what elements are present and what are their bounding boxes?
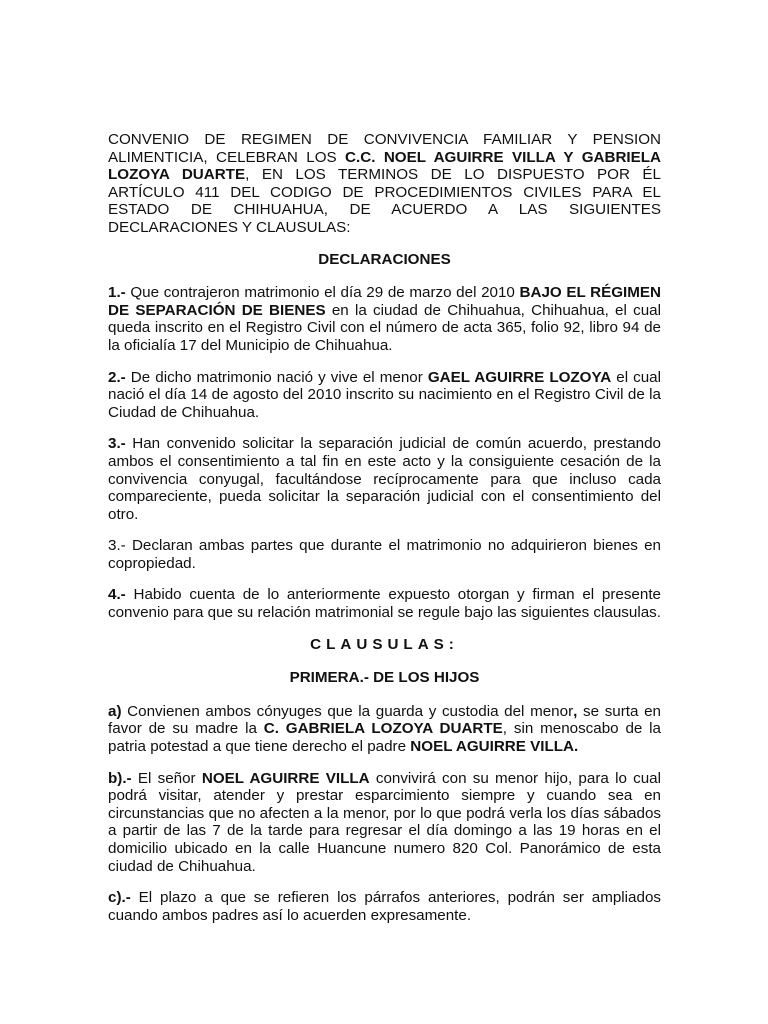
declaration-2 [108, 369, 661, 422]
declaration-1-bold: BAJO EL RÉGIMEN DE SEPARACIÓN DE BIENES [108, 284, 661, 319]
declaration-2-text-1: De dicho matrimonio nació y vive el menor [125, 368, 428, 386]
declaration-3b [108, 537, 661, 572]
clause-c-text: El plazo a que se refieren los párrafos anteriores, podrán ser ampliados cuando ambos padres así lo acuerden expresamente. [108, 889, 661, 924]
declaration-3 [108, 435, 661, 523]
clause-b [108, 770, 661, 876]
clause-a-bold-mother: C. GABRIELA LOZOYA DUARTE [263, 720, 503, 738]
clause-a-bold-father: NOEL AGUIRRE VILLA. [410, 738, 579, 756]
declaration-4-text: Habido cuenta de lo anteriormente expuesto otorgan y firman el presente convenio para que su relación matrimonial se regule bajo las siguientes clausulas. [108, 586, 661, 622]
declaration-4-number: 4.- [108, 586, 126, 604]
declaraciones-heading: DECLARACIONES [318, 250, 451, 268]
clause-a-text-2: se surta en favor de su madre la [108, 702, 661, 738]
clause-a-text-1: Convienen ambos cónyuges que la guarda y custodia del menor [121, 702, 574, 720]
primera-heading: PRIMERA.- DE LOS HIJOS [289, 669, 480, 687]
declaration-1-number: 1.- [108, 284, 126, 302]
clause-b-label: b).- [108, 769, 132, 787]
clause-a [108, 703, 661, 756]
declaration-1 [108, 284, 661, 354]
intro-text-2: , EN LOS TERMINOS DE LO DISPUESTO POR ÉL ARTÍCULO 411 DEL CODIGO DE PROCEDIMIENTOS CIVILES PARA EL ESTADO DE CHIHUAHUA, DE ACUERDO A LAS SIGUIENTES DECLARACIONES Y CLAUSULAS: [108, 166, 662, 236]
clausulas-heading: CLAUSULAS: [310, 635, 459, 653]
intro-parties-bold: C.C. NOEL AGUIRRE VILLA Y GABRIELA LOZOYA DUARTE [108, 148, 662, 184]
declaration-2-number: 2.- [108, 368, 126, 386]
intro-paragraph [108, 131, 661, 237]
declaration-2-bold: GAEL AGUIRRE LOZOYA [427, 368, 612, 386]
clause-c [108, 889, 661, 924]
clause-b-text-1: El señor [131, 769, 202, 787]
declaration-4 [108, 586, 661, 621]
clause-a-bold-comma: , [573, 702, 578, 720]
declaration-3b-text: 3.- Declaran ambas partes que durante el matrimonio no adquirieron bienes en copropiedad. [108, 537, 661, 572]
intro-text-1: CONVENIO DE REGIMEN DE CONVIVENCIA FAMILIAR Y PENSION ALIMENTICIA, CELEBRAN LOS [108, 131, 661, 166]
clause-b-text-2: convivirá con su menor hijo, para lo cual podrá visitar, atender y prestar esparcimiento siempre y cuando sea en circunstancias que no afecten a la menor, por lo que podrá verla los días sábados a partir de las 7 de la tarde para regresar el día domingo a las 19 horas en el domicilio ubicado en la calle Huancune numero 820 Col. Panorámico de esta ciudad de Chihuahua. [108, 769, 662, 875]
declaration-3-text: Han convenido solicitar la separación judicial de común acuerdo, prestando ambos el consentimiento a tal fin en este acto y la consiguiente cesación de la convivencia conyugal, facultándose recíprocamente para que incluso cada compareciente, pueda solicitar la separación judicial con el consentimiento del otro. [108, 435, 661, 523]
document-page [108, 131, 661, 938]
declaration-1-text-1: Que contrajeron matrimonio el día 29 de marzo del 2010 [125, 284, 520, 302]
declaration-2-text-2: el cual nació el día 14 de agosto del 2010 inscrito su nacimiento en el Registro Civil de la Ciudad de Chihuahua. [108, 368, 661, 421]
clause-a-text-3: , sin menoscabo de la patria potestad a que tiene derecho el padre [108, 720, 661, 756]
clause-b-bold-father: NOEL AGUIRRE VILLA [201, 769, 370, 787]
clause-a-label: a) [108, 702, 122, 720]
declaration-1-text-2: en la ciudad de Chihuahua, Chihuahua, el cual queda inscrito en el Registro Civil con el número de acta 365, folio 92, libro 94 de la oficialía 17 del Municipio de Chihuahua. [108, 301, 661, 354]
declaration-3-number: 3.- [108, 435, 126, 453]
clause-c-label: c).- [108, 889, 131, 907]
